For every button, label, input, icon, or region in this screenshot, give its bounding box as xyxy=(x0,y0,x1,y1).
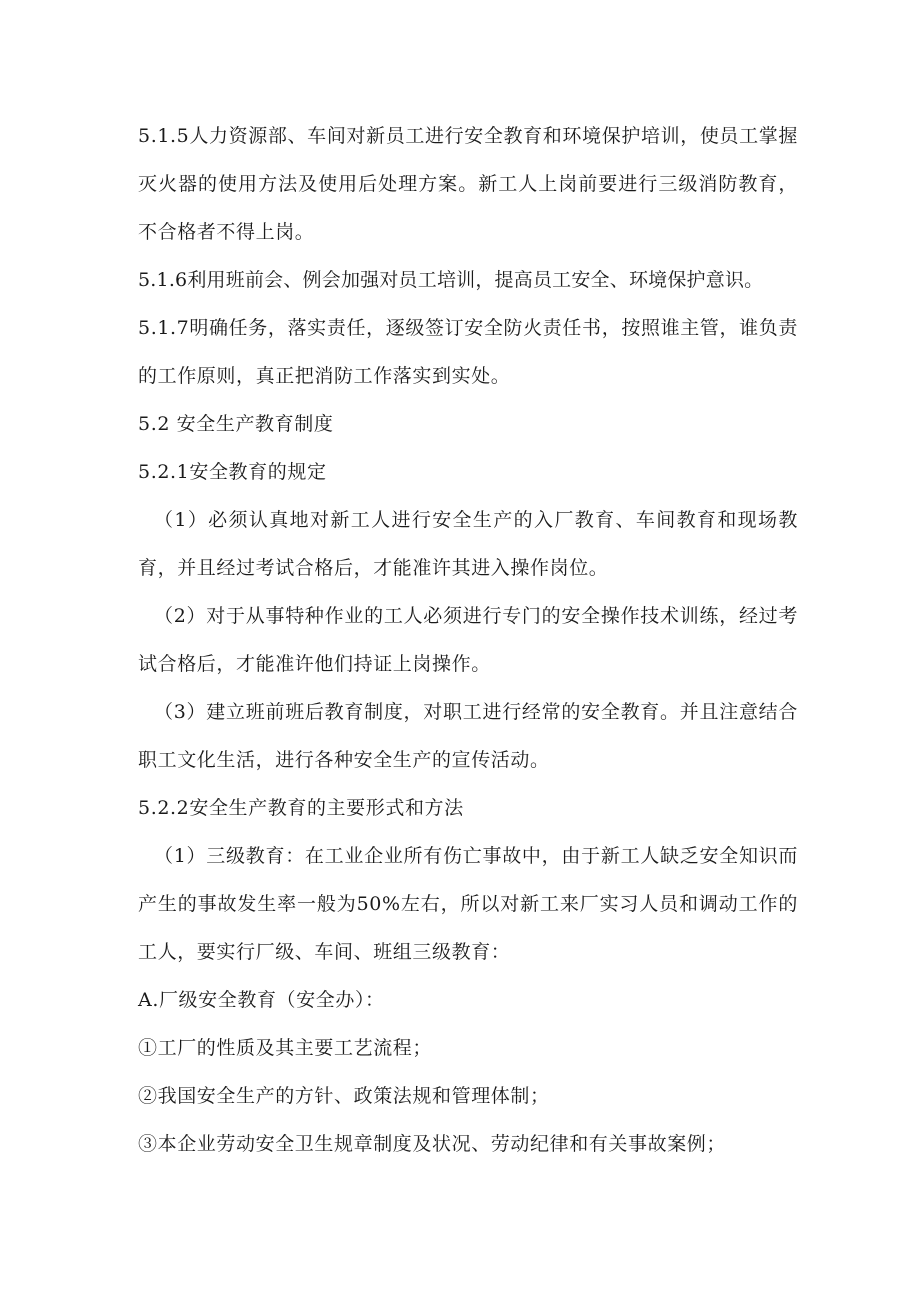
list-item-3: ③本企业劳动安全卫生规章制度及状况、劳动纪律和有关事故案例； xyxy=(138,1133,727,1155)
paragraph-5-1-6: 5.1.6利用班前会、例会加强对员工培训，提高员工安全、环境保护意识。 xyxy=(138,269,764,291)
paragraph-rule-2: （2）对于从事特种作业的工人必须进行专门的安全操作技术训练，经过考试合格后，才能准许他们持证上岗操作。 xyxy=(138,605,798,675)
heading-5-2-1: 5.2.1安全教育的规定 xyxy=(138,461,327,483)
paragraph-5-1-5: 5.1.5人力资源部、车间对新员工进行安全教育和环境保护培训，使员工掌握灭火器的使用方法及使用后处理方案。新工人上岗前要进行三级消防教育，不合格者不得上岗。 xyxy=(138,125,798,243)
paragraph-three-level-education: （1）三级教育：在工业企业所有伤亡事故中，由于新工人缺乏安全知识而产生的事故发生率一般为50%左右，所以对新工来厂实习人员和调动工作的工人，要实行厂级、车间、班组三级教育： xyxy=(138,845,798,963)
list-item-1: ①工厂的性质及其主要工艺流程； xyxy=(138,1037,433,1059)
paragraph-rule-3: （3）建立班前班后教育制度，对职工进行经常的安全教育。并且注意结合职工文化生活，进行各种安全生产的宣传活动。 xyxy=(138,701,798,771)
paragraph-rule-1: （1）必须认真地对新工人进行安全生产的入厂教育、车间教育和现场教育，并且经过考试合格后，才能准许其进入操作岗位。 xyxy=(138,509,798,579)
list-item-2: ②我国安全生产的方针、政策法规和管理体制； xyxy=(138,1085,550,1107)
heading-5-2-2: 5.2.2安全生产教育的主要形式和方法 xyxy=(138,797,464,819)
paragraph-5-1-7: 5.1.7明确任务，落实责任，逐级签订安全防火责任书，按照谁主管，谁负责的工作原则，真正把消防工作落实到实处。 xyxy=(138,317,798,387)
document-page xyxy=(138,112,798,1168)
heading-factory-level: A.厂级安全教育（安全办）： xyxy=(138,989,385,1011)
heading-5-2: 5.2 安全生产教育制度 xyxy=(138,413,334,435)
